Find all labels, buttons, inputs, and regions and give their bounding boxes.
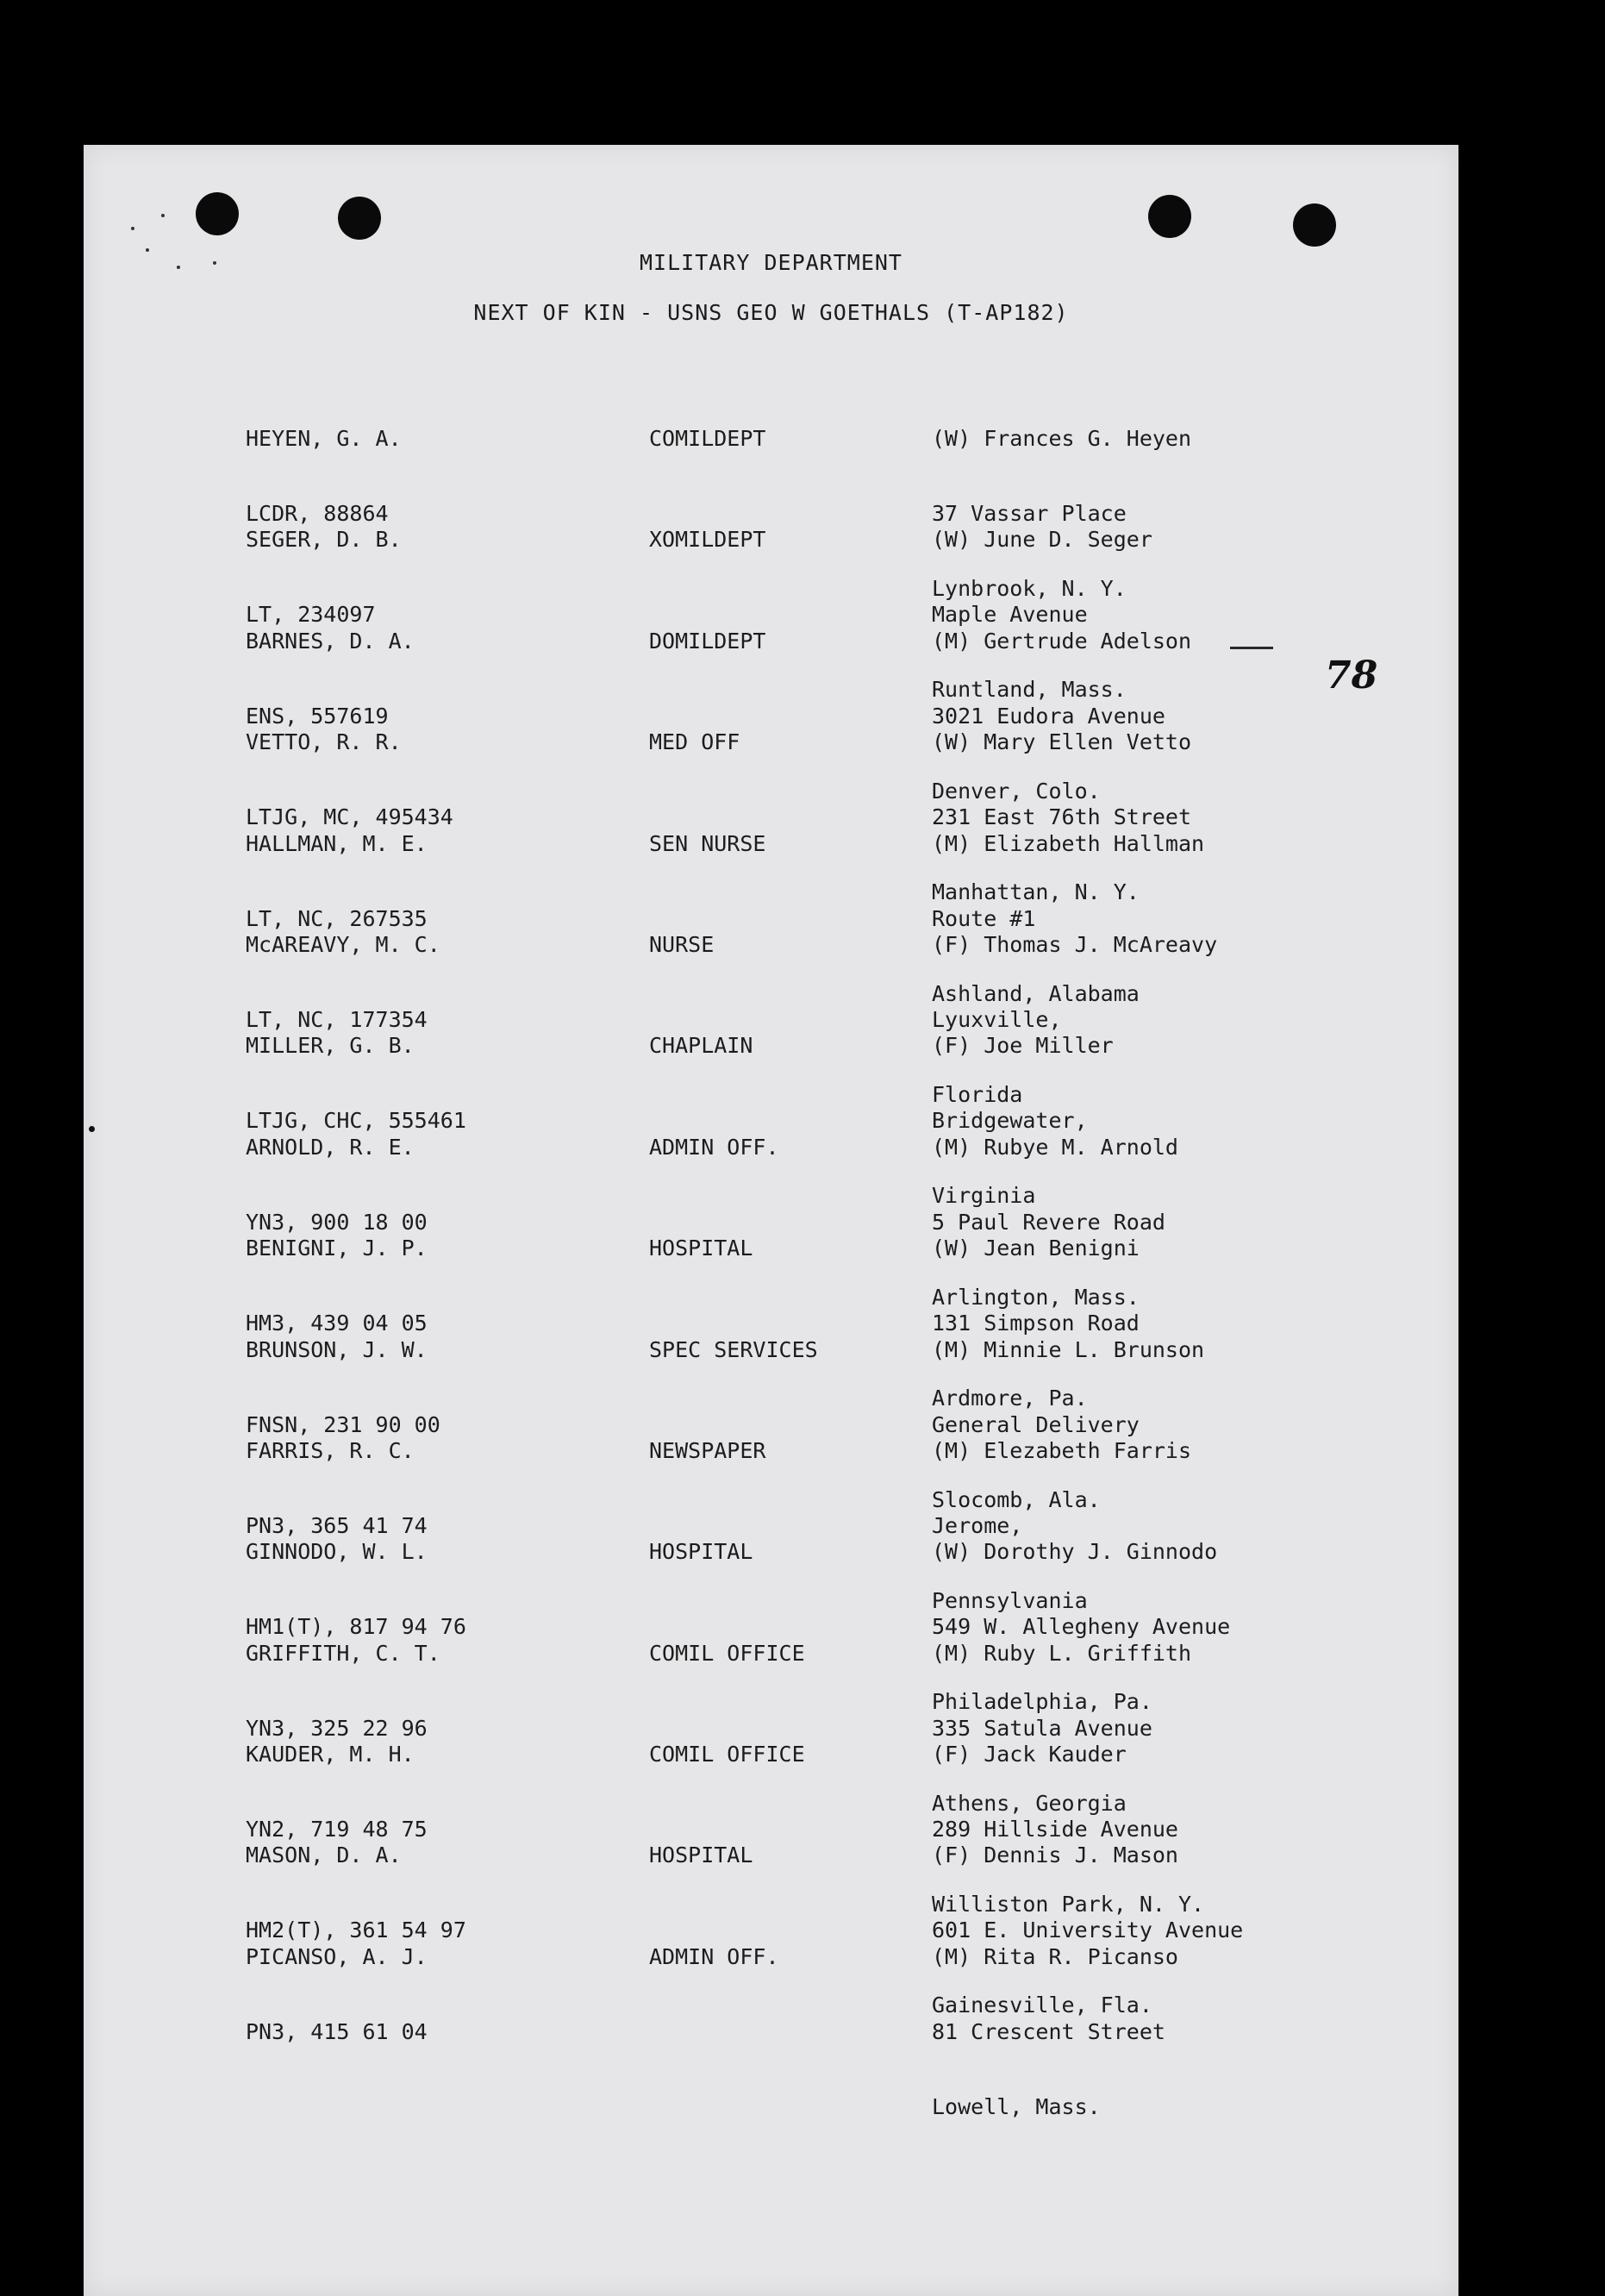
person-name: PICANSO, A. J.: [246, 1943, 428, 1969]
kin-name: (W) Mary Ellen Vetto: [932, 729, 1192, 755]
kin-name: (F) Jack Kauder: [932, 1742, 1127, 1767]
kin-address: Bridgewater,: [932, 1108, 1088, 1134]
person-name: BENIGNI, J. P.: [246, 1236, 428, 1261]
duty-assignment: XOMILDEPT: [649, 527, 766, 553]
duty-assignment: MED OFF: [649, 729, 740, 755]
duty-assignment: CHAPLAIN: [649, 1033, 753, 1059]
duty-assignment: HOSPITAL: [649, 1842, 753, 1868]
duty-assignment: SEN NURSE: [649, 830, 766, 856]
kin-city: Philadelphia, Pa.: [932, 1689, 1152, 1715]
roster-list: [84, 376, 1458, 2119]
kin-city: Denver, Colo.: [932, 778, 1101, 804]
kin-name: (M) Rubye M. Arnold: [932, 1134, 1178, 1160]
punch-hole-right-2: [1293, 203, 1336, 247]
kin-name: (M) Rita R. Picanso: [932, 1943, 1178, 1969]
kin-address: 3021 Eudora Avenue: [932, 703, 1165, 729]
person-name: BRUNSON, J. W.: [246, 1336, 428, 1362]
kin-city: Lynbrook, N. Y.: [932, 576, 1127, 601]
person-rank: LCDR, 88864: [246, 501, 389, 526]
person-rank: PN3, 415 61 04: [246, 2018, 428, 2044]
person-name: BARNES, D. A.: [246, 628, 415, 654]
paper-speck: [161, 214, 165, 217]
person-rank: HM1(T), 817 94 76: [246, 1614, 466, 1640]
kin-address: 131 Simpson Road: [932, 1311, 1140, 1336]
kin-address: Maple Avenue: [932, 602, 1088, 628]
person-name: GINNODO, W. L.: [246, 1539, 428, 1565]
kin-address: Lyuxville,: [932, 1006, 1062, 1032]
kin-name: (F) Thomas J. McAreavy: [932, 931, 1218, 957]
kin-name: (W) Frances G. Heyen: [932, 426, 1192, 451]
person-rank: LTJG, CHC, 555461: [246, 1108, 466, 1134]
duty-column: [649, 1894, 779, 2019]
kin-city: Ashland, Alabama: [932, 980, 1140, 1006]
duty-assignment: ADMIN OFF.: [649, 1134, 779, 1160]
person-name: ARNOLD, R. E.: [246, 1134, 415, 1160]
kin-city: Athens, Georgia: [932, 1790, 1127, 1816]
person-rank: YN3, 325 22 96: [246, 1715, 428, 1741]
person-rank: PN3, 365 41 74: [246, 1512, 428, 1538]
margin-speck: [89, 1126, 95, 1132]
person-name: HEYEN, G. A.: [246, 426, 402, 451]
duty-assignment: COMILDEPT: [649, 426, 766, 451]
kin-address: 231 East 76th Street: [932, 804, 1192, 830]
punch-hole-right-1: [1148, 195, 1191, 238]
person-rank: FNSN, 231 90 00: [246, 1411, 440, 1437]
kin-city: Ardmore, Pa.: [932, 1386, 1088, 1411]
person-name: SEGER, D. B.: [246, 527, 402, 553]
person-rank: LT, 234097: [246, 602, 376, 628]
name-column: [246, 1894, 428, 2094]
punch-hole-left-2: [338, 197, 381, 240]
person-name: KAUDER, M. H.: [246, 1742, 415, 1767]
kin-address: 81 Crescent Street: [932, 2018, 1165, 2044]
person-rank: HM3, 439 04 05: [246, 1311, 428, 1336]
kin-name: (M) Minnie L. Brunson: [932, 1336, 1205, 1362]
kin-city: Manhattan, N. Y.: [932, 879, 1140, 905]
kin-city: Lowell, Mass.: [932, 2093, 1101, 2119]
kin-address: 289 Hillside Avenue: [932, 1817, 1178, 1842]
person-name: McAREAVY, M. C.: [246, 931, 440, 957]
duty-assignment: NURSE: [649, 931, 715, 957]
paper-speck: [131, 227, 134, 230]
document-subtitle: NEXT OF KIN - USNS GEO W GOETHALS (T-AP182): [473, 300, 1069, 325]
kin-address: General Delivery: [932, 1411, 1140, 1437]
duty-assignment: COMIL OFFICE: [649, 1640, 805, 1666]
person-rank: LTJG, MC, 495434: [246, 804, 453, 830]
duty-assignment: HOSPITAL: [649, 1236, 753, 1261]
person-rank: LT, NC, 177354: [246, 1006, 428, 1032]
person-name: VETTO, R. R.: [246, 729, 402, 755]
kin-city: Williston Park, N. Y.: [932, 1892, 1205, 1918]
handwritten-page-number: 78: [1325, 654, 1378, 698]
kin-name: (M) Elezabeth Farris: [932, 1437, 1192, 1463]
kin-city: Florida: [932, 1081, 1023, 1107]
kin-address: Route #1: [932, 905, 1036, 931]
kin-name: (F) Joe Miller: [932, 1033, 1114, 1059]
kin-name: (M) Elizabeth Hallman: [932, 830, 1205, 856]
kin-city: Runtland, Mass.: [932, 677, 1127, 703]
kin-address: 549 W. Allegheny Avenue: [932, 1614, 1231, 1640]
document-page: [84, 145, 1458, 2296]
duty-assignment: DOMILDEPT: [649, 628, 766, 654]
kin-name: (W) Jean Benigni: [932, 1236, 1140, 1261]
person-name: MILLER, G. B.: [246, 1033, 415, 1059]
kin-name: (F) Dennis J. Mason: [932, 1842, 1178, 1868]
person-rank: LT, NC, 267535: [246, 905, 428, 931]
kin-address: 5 Paul Revere Road: [932, 1209, 1165, 1235]
duty-assignment: COMIL OFFICE: [649, 1742, 805, 1767]
duty-assignment: SPEC SERVICES: [649, 1336, 818, 1362]
kin-name: (W) June D. Seger: [932, 527, 1152, 553]
kin-address: 335 Satula Avenue: [932, 1715, 1152, 1741]
duty-assignment: NEWSPAPER: [649, 1437, 766, 1463]
kin-city: Arlington, Mass.: [932, 1284, 1140, 1310]
person-rank: ENS, 557619: [246, 703, 389, 729]
duty-assignment: ADMIN OFF.: [649, 1943, 779, 1969]
kin-name: (W) Dorothy J. Ginnodo: [932, 1539, 1218, 1565]
person-rank: HM2(T), 361 54 97: [246, 1918, 466, 1943]
kin-city: Virginia: [932, 1183, 1036, 1209]
kin-address: Jerome,: [932, 1512, 1023, 1538]
kin-address: 601 E. University Avenue: [932, 1918, 1244, 1943]
punch-hole-left-1: [196, 192, 239, 235]
kin-city: Gainesville, Fla.: [932, 1993, 1152, 2018]
person-rank: YN2, 719 48 75: [246, 1817, 428, 1842]
person-name: GRIFFITH, C. T.: [246, 1640, 440, 1666]
kin-name: (M) Ruby L. Griffith: [932, 1640, 1192, 1666]
duty-assignment: HOSPITAL: [649, 1539, 753, 1565]
person-rank: YN3, 900 18 00: [246, 1209, 428, 1235]
document-title: MILITARY DEPARTMENT: [640, 250, 902, 275]
kin-address: 37 Vassar Place: [932, 501, 1127, 526]
kin-city: Pennsylvania: [932, 1587, 1088, 1613]
person-name: HALLMAN, M. E.: [246, 830, 428, 856]
person-name: MASON, D. A.: [246, 1842, 402, 1868]
kin-column: [932, 1894, 1178, 2169]
kin-name: (M) Gertrude Adelson: [932, 628, 1192, 654]
kin-city: Slocomb, Ala.: [932, 1486, 1101, 1512]
person-name: FARRIS, R. C.: [246, 1437, 415, 1463]
